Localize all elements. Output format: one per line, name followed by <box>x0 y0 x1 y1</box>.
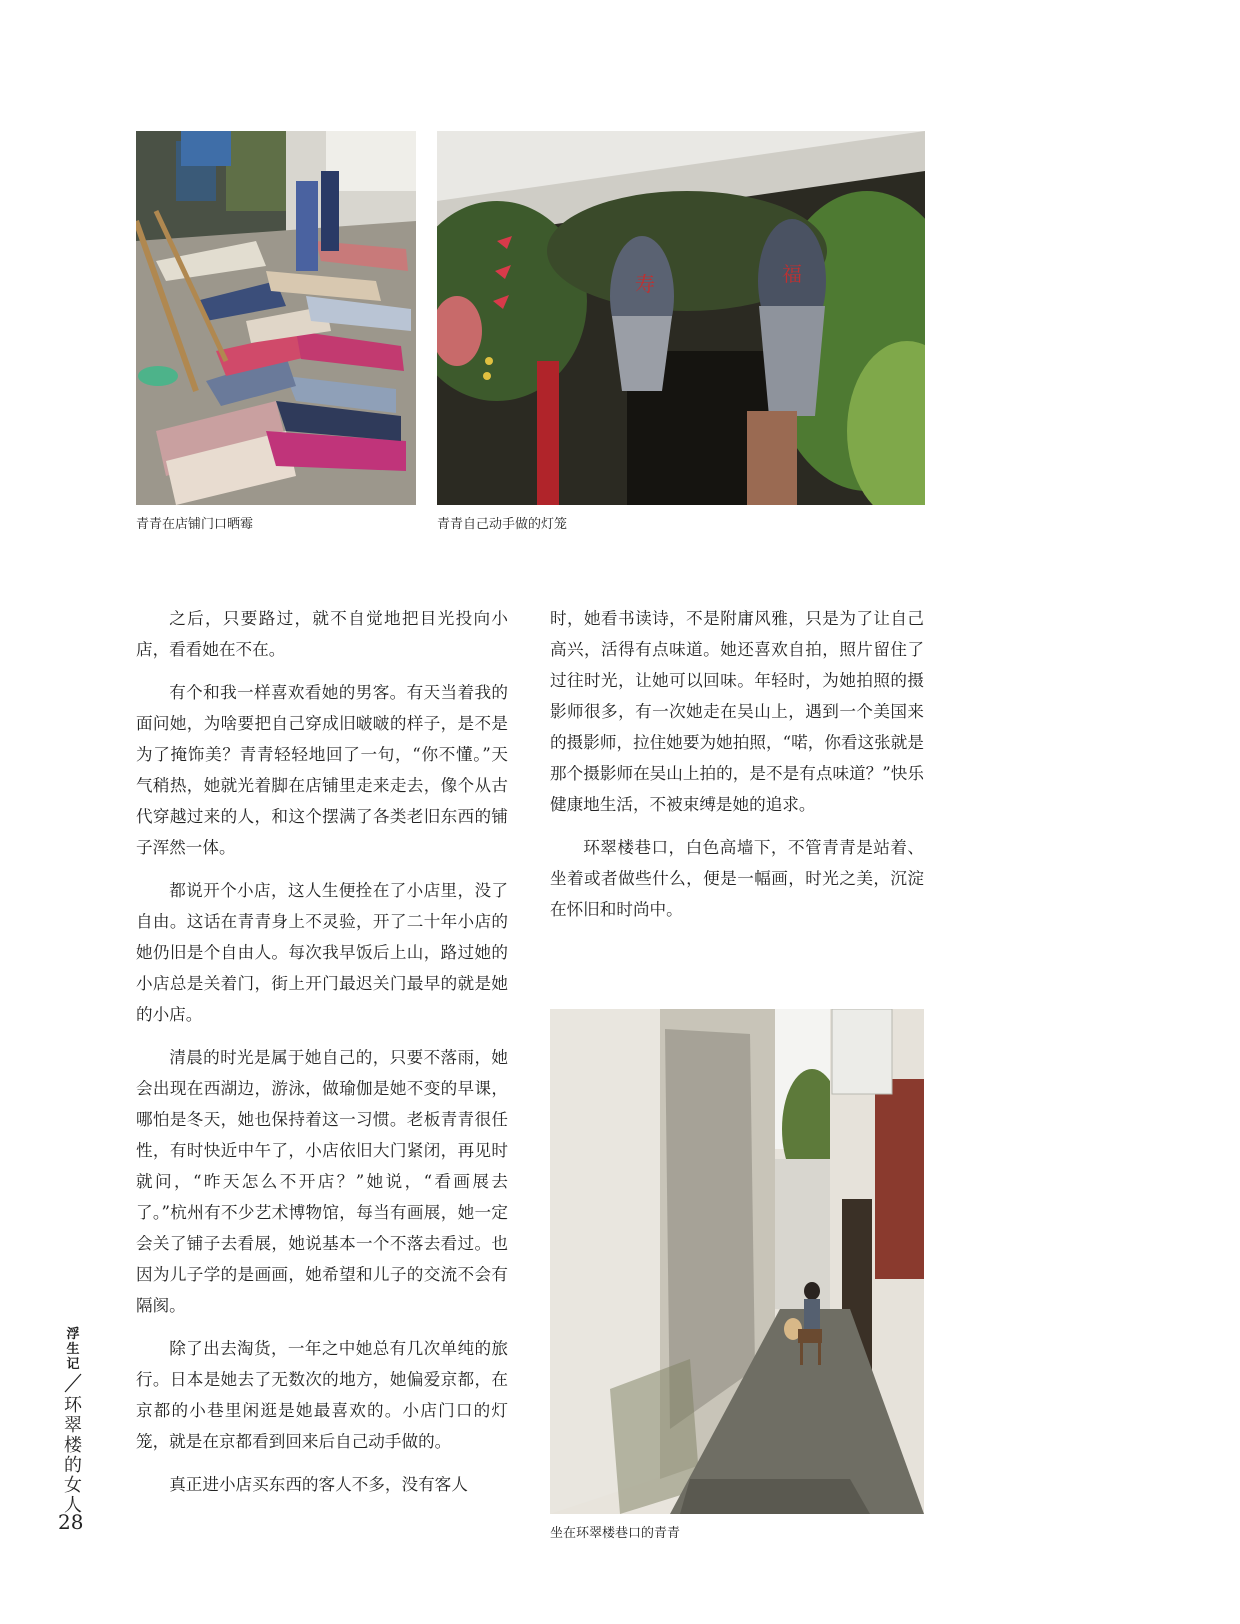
photo-caption: 青青自己动手做的灯笼 <box>437 517 568 532</box>
article-paragraph: 除了出去淘货，一年之中她总有几次单纯的旅行。日本是她去了无数次的地方，她偏爱京都，在京都的小巷里闲逛是她最喜欢的。小店门口的灯笼，就是在京都看到回来后自己动手做的。 <box>136 1339 508 1451</box>
photo-caption: 坐在环翠楼巷口的青青 <box>550 1526 681 1541</box>
running-title: 环 翠 楼 的 女 人 <box>64 1395 82 1516</box>
photo-shop-airing-fabrics <box>136 131 416 505</box>
section-name: 浮 生 记 <box>66 1327 80 1372</box>
svg-text:寿: 寿 <box>635 272 655 296</box>
article-paragraph: 清晨的时光是属于她自己的，只要不落雨，她会出现在西湖边，游泳，做瑜伽是她不变的早课，哪怕是冬天，她也保持着这一习惯。老板青青很任性，有时快近中午了，小店依旧大门紧闭，再见时就问，“昨天怎么不开店？”她说，“看画展去了。”杭州有不少艺术博物馆，每当有画展，她一定会关了铺子去看展，她说基本一个不落去看过。也因为儿子学的是画画，她希望和儿子的交流不会有隔阂。 <box>136 1048 508 1315</box>
article-paragraph: 都说开个小店，这人生便拴在了小店里，没了自由。这话在青青身上不灵验，开了二十年小店的她仍旧是个自由人。每次我早饭后上山，路过她的小店总是关着门，街上开门最迟关门最早的就是她的小店。 <box>136 881 508 1024</box>
article-paragraph-continued: 时，她看书读诗，不是附庸风雅，只是为了让自己高兴，活得有点味道。她还喜欢自拍，照片留住了过往时光，让她可以回味。年轻时，为她拍照的摄影师很多，有一次她走在吴山上，遇到一个美国来的摄影师，拉住她要为她拍照，“喏，你看这张就是那个摄影师在吴山上拍的，是不是有点味道？”快乐健康地生活，不被束缚是她的追求。 <box>550 609 924 814</box>
photo-handmade-lanterns <box>437 131 925 505</box>
page-number: 28 <box>58 1510 84 1534</box>
photo-alley-entrance <box>550 1009 924 1514</box>
article-paragraph: 有个和我一样喜欢看她的男客。有天当着我的面问她，为啥要把自己穿成旧啵啵的样子，是不是为了掩饰美？青青轻轻地回了一句，“你不懂。”天气稍热，她就光着脚在店铺里走来走去，像个从古代穿越过来的人，和这个摆满了各类老旧东西的铺子浑然一体。 <box>136 683 508 857</box>
article-paragraph: 环翠楼巷口，白色高墙下，不管青青是站着、坐着或者做些什么，便是一幅画，时光之美，沉淀在怀旧和时尚中。 <box>550 838 924 919</box>
article-column-right <box>550 603 924 937</box>
svg-text:福: 福 <box>782 262 802 286</box>
article-paragraph: 之后，只要路过，就不自觉地把目光投向小店，看看她在不在。 <box>136 609 508 659</box>
article-column-left <box>136 603 508 1512</box>
section-label <box>63 1327 83 1372</box>
photo-caption: 青青在店铺门口晒霉 <box>136 517 254 532</box>
article-paragraph: 真正进小店买东西的客人不多，没有客人 <box>169 1475 468 1494</box>
divider-slash-icon <box>62 1372 84 1394</box>
